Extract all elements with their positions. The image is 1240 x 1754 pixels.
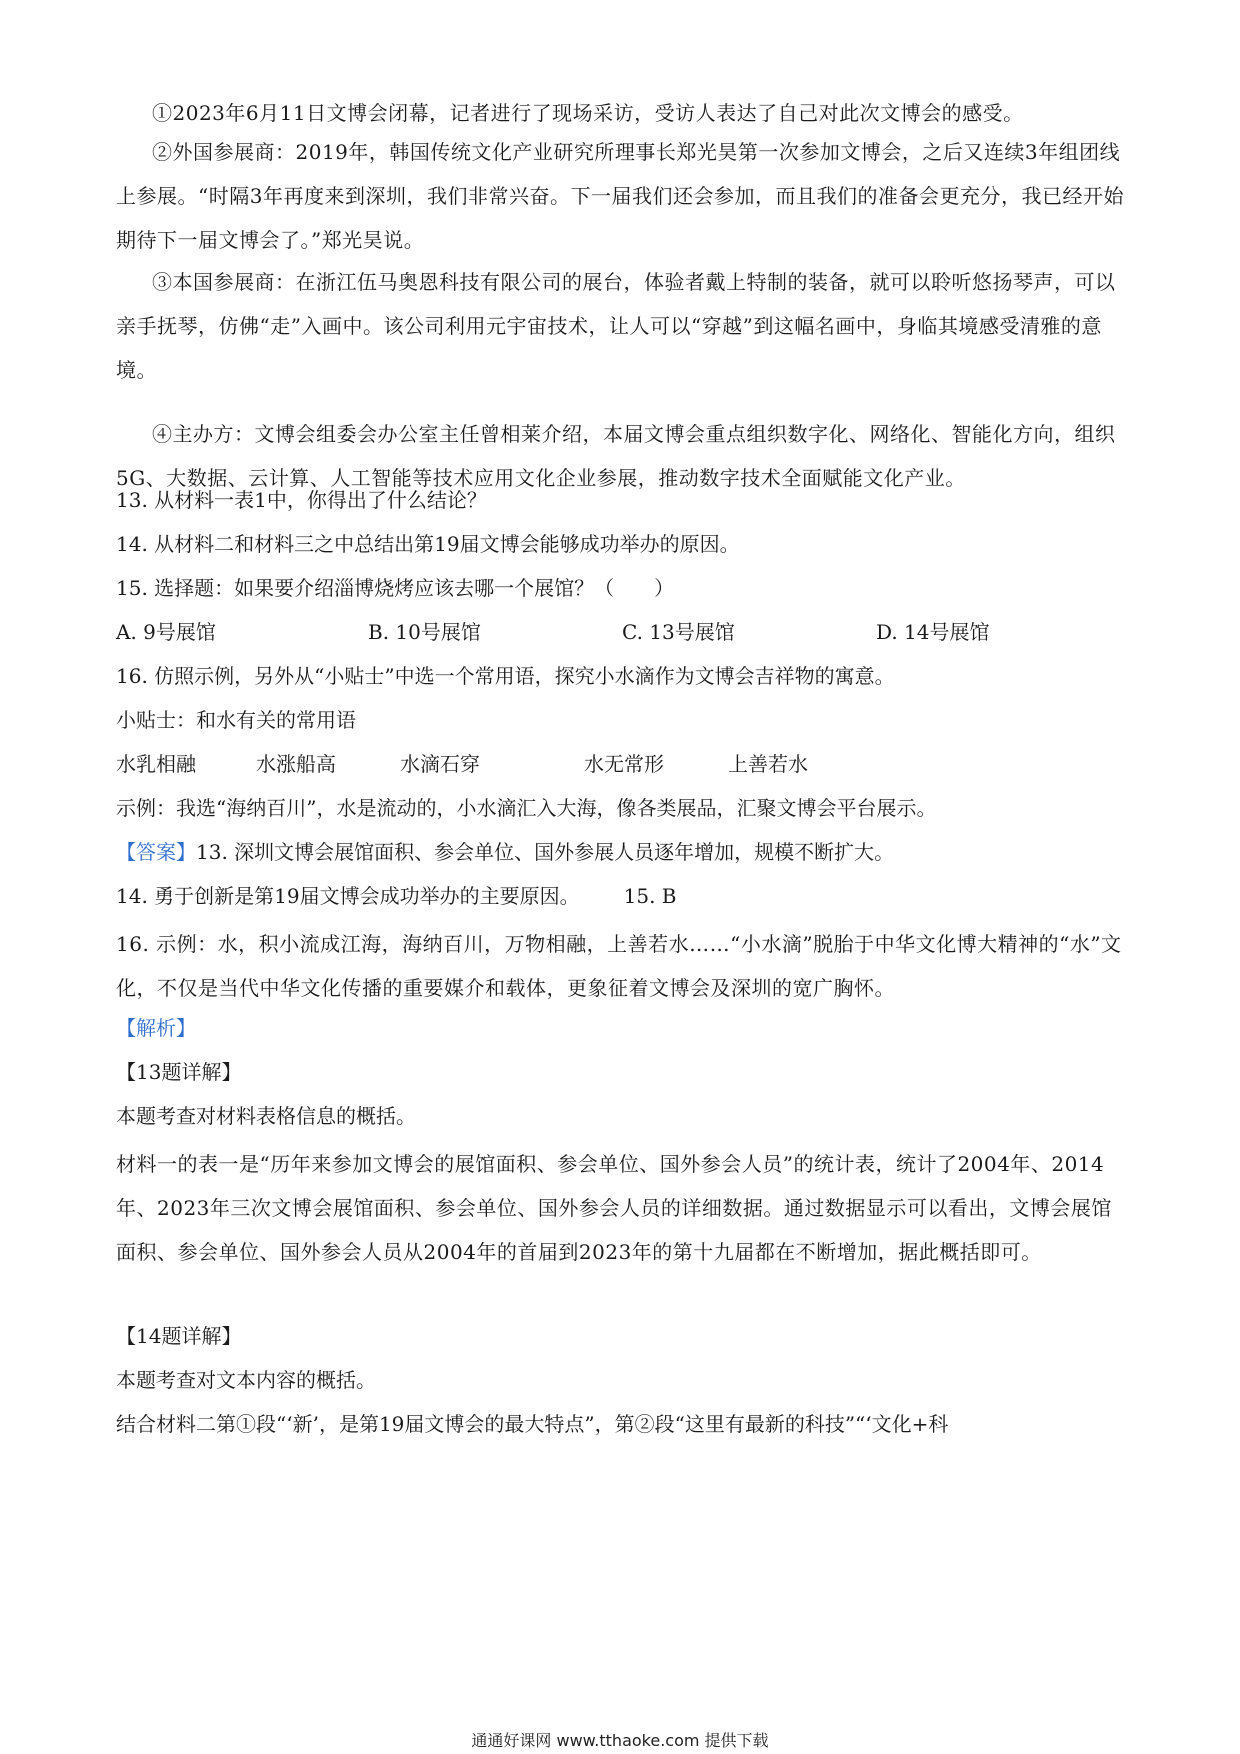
footer-download-note: 通通好课网 www.tthaoke.com 提供下载 <box>471 1731 769 1750</box>
tip-phrase: 上善若水 <box>728 752 808 776</box>
tip-phrase: 水乳相融 <box>116 752 196 776</box>
analysis-14-body: 结合材料二第①段“‘新’，是第19届文博会的最大特点”，第②段“这里有最新的科技”“‘文化+科 <box>116 1412 949 1436</box>
question-14: 14. 从材料二和材料三之中总结出第19届文博会能够成功举办的原因。 <box>116 532 740 556</box>
analysis-13-intro: 本题考查对材料表格信息的概括。 <box>116 1104 416 1128</box>
answer-15: 15. B <box>623 884 677 908</box>
analysis-tag: 【解析】 <box>116 1016 196 1040</box>
answer-14-line <box>116 881 677 911</box>
question-13: 13. 从材料一表1中，你得出了什么结论？ <box>116 488 487 512</box>
option-a: A. 9号展馆 <box>116 620 216 644</box>
material-paragraph-1: ①2023年6月11日文博会闭幕，记者进行了现场采访，受访人表达了自己对此次文博会的感受。 <box>152 101 1024 125</box>
analysis-13-body: 材料一的表一是“历年来参加文博会的展馆面积、参会单位、国外参会人员”的统计表，统计了2004年、2014年、2023年三次文博会展馆面积、参会单位、国外参会人员的详细数据。通过数据显示可以看出，文博会展馆面积、参会单位、国外参会人员从2004年的首届到2023年的第十九届都在不断增加，据此概括即可。 <box>116 1152 1112 1264</box>
question-16: 16. 仿照示例，另外从“小贴士”中选一个常用语，探究小水滴作为文博会吉祥物的寓意。 <box>116 664 895 688</box>
tip-title: 小贴士：和水有关的常用语 <box>116 708 356 732</box>
example-text: 示例：我选“海纳百川”，水是流动的，小水滴汇入大海，像各类展品，汇聚文博会平台展示。 <box>116 796 937 820</box>
detail-heading-14: 【14题详解】 <box>116 1324 242 1348</box>
tip-phrase: 水无常形 <box>584 752 664 776</box>
material-paragraph-4: ④主办方：文博会组委会办公室主任曾相莱介绍，本届文博会重点组织数字化、网络化、智能化方向，组织5G、大数据、云计算、人工智能等技术应用文化企业参展，推动数字技术全面赋能文化产业。 <box>116 422 1116 490</box>
tip-phrase: 水滴石穿 <box>400 752 480 776</box>
question-15: 15. 选择题：如果要介绍淄博烧烤应该去哪一个展馆？（ ） <box>116 576 675 600</box>
option-c: C. 13号展馆 <box>622 620 735 644</box>
answer-14: 14. 勇于创新是第19届文博会成功举办的主要原因。 <box>116 884 580 908</box>
material-paragraph-3: ③本国参展商：在浙江伍马奥恩科技有限公司的展台，体验者戴上特制的装备，就可以聆听悠扬琴声，可以亲手抚琴，仿佛“走”入画中。该公司利用元宇宙技术，让人可以“穿越”到这幅名画中，身临其境感受清雅的意境。 <box>116 270 1116 382</box>
answer-13: 13. 深圳文博会展馆面积、参会单位、国外参展人员逐年增加，规模不断扩大。 <box>196 840 895 864</box>
material-paragraph-2: ②外国参展商：2019年，韩国传统文化产业研究所理事长郑光昊第一次参加文博会，之后又连续3年组团线上参展。“时隔3年再度来到深圳，我们非常兴奋。下一届我们还会参加，而且我们的准备会更充分，我已经开始期待下一届文博会了。”郑光昊说。 <box>116 140 1124 252</box>
option-d: D. 14号展馆 <box>876 620 990 644</box>
option-b: B. 10号展馆 <box>368 620 481 644</box>
tip-phrase: 水涨船高 <box>256 752 336 776</box>
answer-16: 16. 示例：水，积小流成江海，海纳百川，万物相融，上善若水……“小水滴”脱胎于中华文化博大精神的“水”文化，不仅是当代中华文化传播的重要媒介和载体，更象征着文博会及深圳的宽广胸怀。 <box>116 932 1122 1000</box>
analysis-14-intro: 本题考查对文本内容的概括。 <box>116 1368 376 1392</box>
answer-tag: 【答案】 <box>116 840 196 864</box>
answer-13-line <box>116 837 894 867</box>
detail-heading-13: 【13题详解】 <box>116 1060 242 1084</box>
